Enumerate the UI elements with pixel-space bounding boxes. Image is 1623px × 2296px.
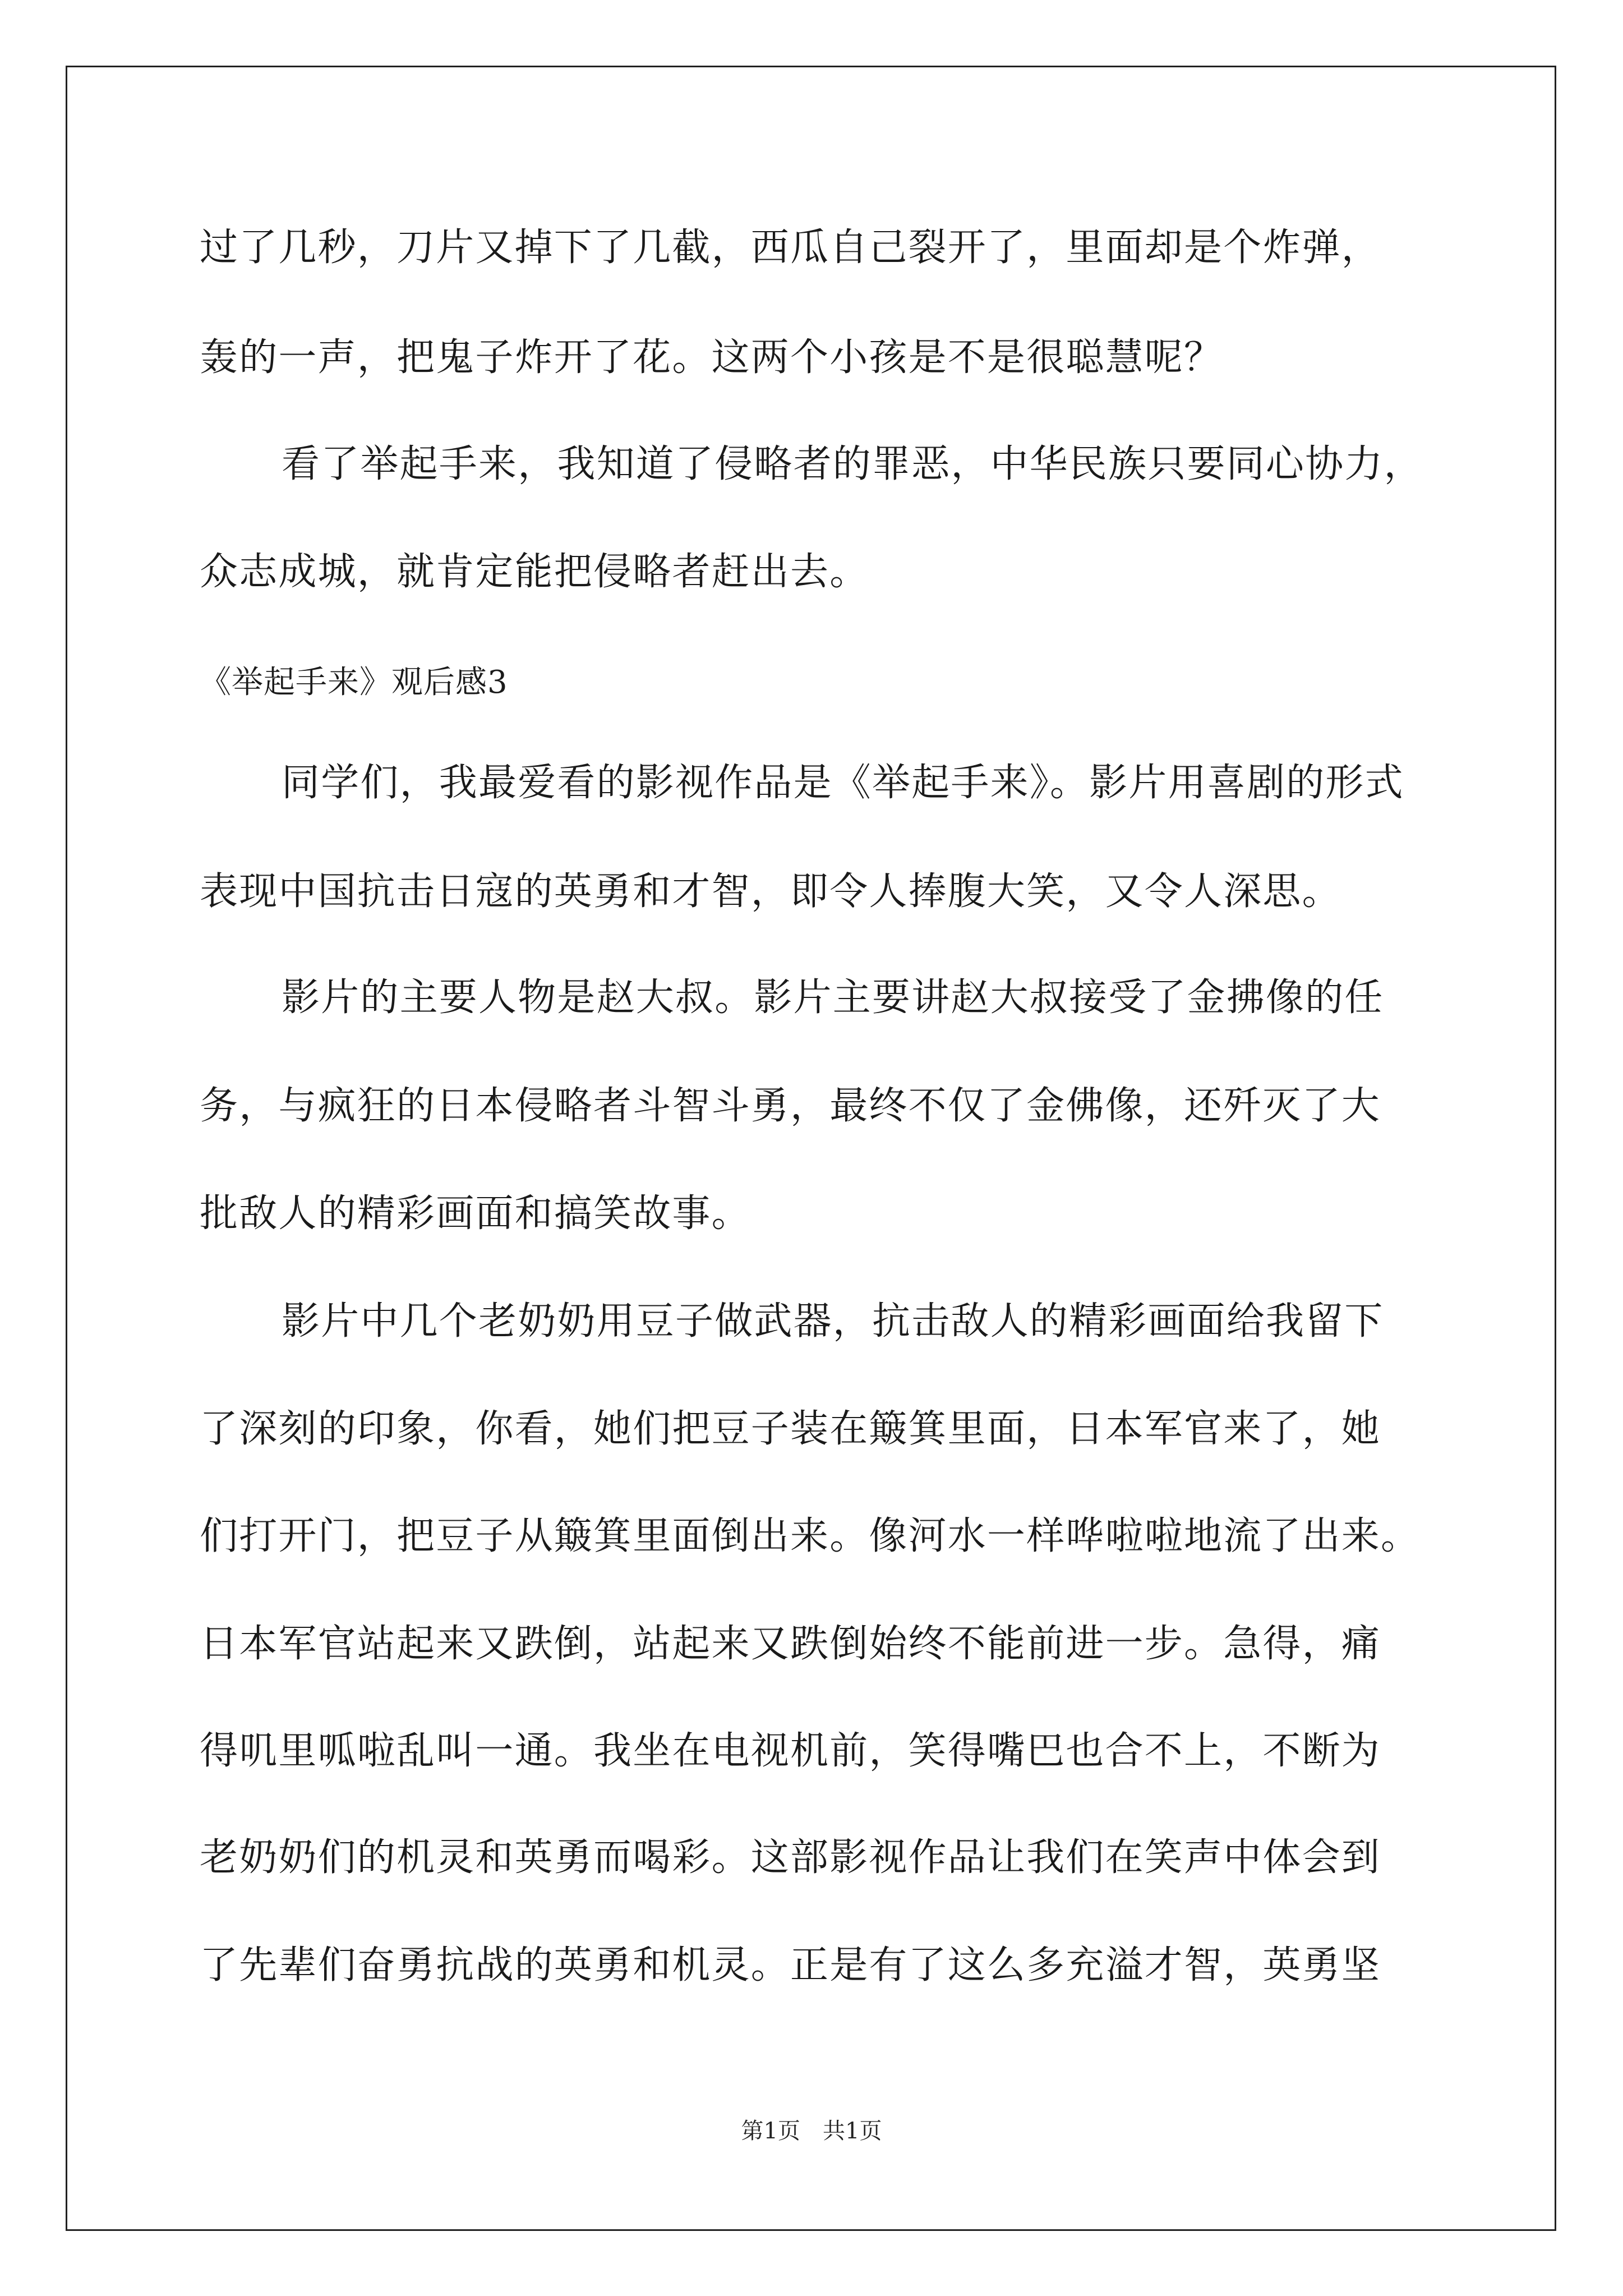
paragraph-1-line-1: 过了几秒，刀片又掉下了几截，西瓜自己裂开了，里面却是个炸弹， xyxy=(200,226,1381,270)
paragraph-5-line-6: 老奶奶们的机灵和英勇而喝彩。这部影视作品让我们在笑声中体会到 xyxy=(200,1835,1381,1880)
paragraph-3-line-2: 表现中国抗击日寇的英勇和才智，即令人捧腹大笑，又令人深思。 xyxy=(200,869,1341,914)
paragraph-1-line-2: 轰的一声，把鬼子炸开了花。这两个小孩是不是很聪慧呢？ xyxy=(200,335,1224,380)
page-border xyxy=(66,66,1556,2231)
paragraph-5-line-7: 了先辈们奋勇抗战的英勇和机灵。正是有了这么多充溢才智，英勇坚 xyxy=(200,1943,1381,1987)
paragraph-2-line-2: 众志成城，就肯定能把侵略者赶出去。 xyxy=(200,550,869,594)
page-number-footer: 第1页 共1页 xyxy=(741,2118,882,2144)
paragraph-4-line-1: 影片的主要人物是赵大叔。影片主要讲赵大叔接受了金拂像的任 xyxy=(282,976,1384,1020)
paragraph-5-line-3: 们打开门，把豆子从簸箕里面倒出来。像河水一样哗啦啦地流了出来。 xyxy=(200,1514,1421,1558)
paragraph-4-line-2: 务，与疯狂的日本侵略者斗智斗勇，最终不仅了金佛像，还歼灭了大 xyxy=(200,1084,1381,1128)
paragraph-5-line-1: 影片中几个老奶奶用豆子做武器，抗击敌人的精彩画面给我留下 xyxy=(282,1299,1384,1343)
paragraph-4-line-3: 批敌人的精彩画面和搞笑故事。 xyxy=(200,1191,751,1236)
paragraph-5-line-4: 日本军官站起来又跌倒，站起来又跌倒始终不能前进一步。急得，痛 xyxy=(200,1622,1381,1666)
paragraph-3-line-1: 同学们，我最爱看的影视作品是《举起手来》。影片用喜剧的形式 xyxy=(282,761,1404,805)
paragraph-5-line-5: 得叽里呱啦乱叫一通。我坐在电视机前，笑得嘴巴也合不上，不断为 xyxy=(200,1729,1381,1773)
paragraph-5-line-2: 了深刻的印象，你看，她们把豆子装在簸箕里面，日本军官来了，她 xyxy=(200,1407,1381,1451)
paragraph-2-line-1: 看了举起手来，我知道了侵略者的罪恶，中华民族只要同心协力， xyxy=(282,442,1423,486)
section-heading: 《举起手来》观后感3 xyxy=(200,664,508,701)
